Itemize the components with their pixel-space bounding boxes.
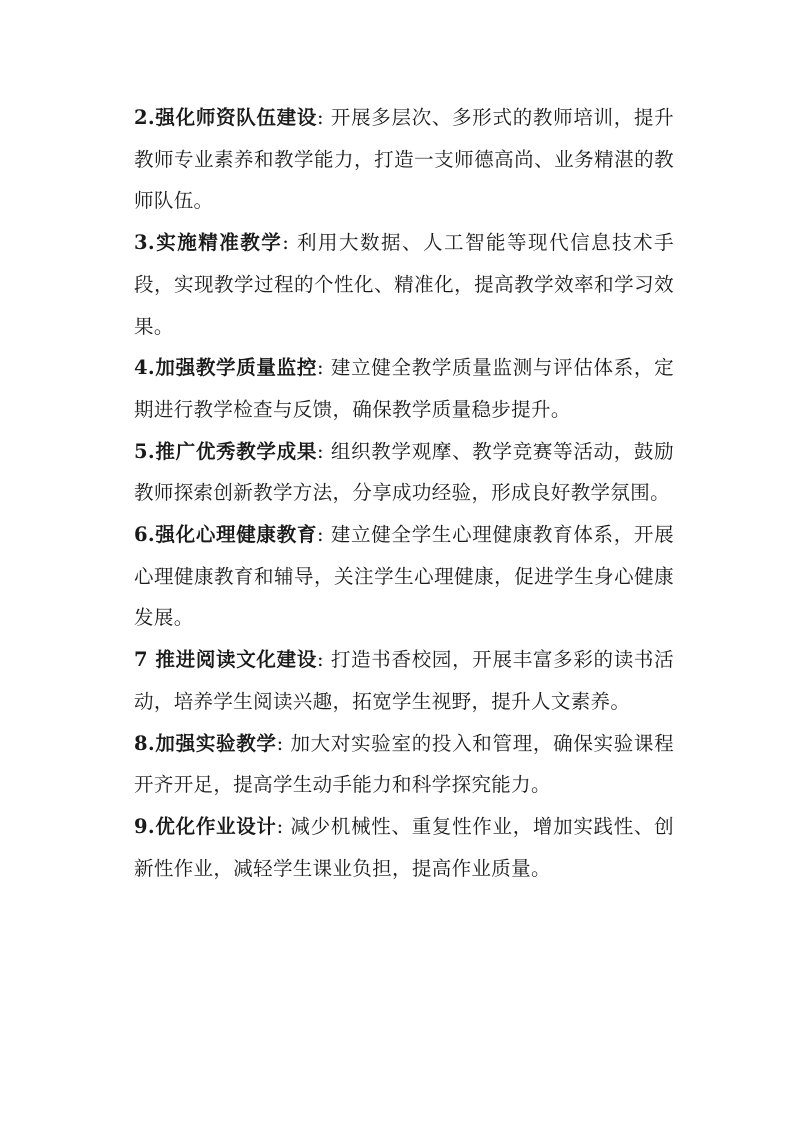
item-heading: 7 推进阅读文化建设 (134, 648, 318, 672)
item-body: 打造书香校园，开展丰富多彩的读书活动，培养学生阅读兴趣，拓宽学生视野，提升人文素养。 (134, 648, 674, 713)
item-body: 减少机械性、重复性作业，增加实践性、创新性作业，减轻学生课业负担，提高作业质量。 (134, 814, 674, 880)
item-separator: : (317, 523, 324, 547)
list-item-8 (134, 723, 674, 806)
item-body: 建立健全教学质量监测与评估体系，定期进行教学检查与反馈，确保教学质量稳步提升。 (134, 356, 674, 421)
list-item-3 (134, 222, 674, 347)
item-separator: : (317, 439, 324, 463)
list-item-6 (134, 514, 674, 639)
list-item-5 (134, 431, 674, 514)
list-item-4 (134, 347, 674, 430)
item-body: 利用大数据、人工智能等现代信息技术手段，实现教学过程的个性化、精准化，提高教学效率和学习效果。 (134, 231, 674, 338)
item-separator: : (317, 106, 324, 129)
item-heading: 9.优化作业设计 (134, 814, 277, 838)
list-item-2 (134, 97, 674, 222)
item-heading: 3.实施精准教学 (134, 231, 283, 255)
item-body: 加大对实验室的投入和管理，确保实验课程开齐开足，提高学生动手能力和科学探究能力。 (134, 731, 674, 797)
item-heading: 8.加强实验教学 (134, 731, 277, 755)
item-body: 开展多层次、多形式的教师培训，提升教师专业素养和教学能力，打造一支师德高尚、业务精湛的教师队伍。 (134, 106, 674, 213)
item-heading: 5.推广优秀教学成果 (134, 439, 318, 463)
list-item-9 (134, 806, 674, 889)
document-body (134, 97, 674, 889)
item-separator: : (317, 648, 324, 672)
item-separator: : (276, 731, 284, 755)
item-heading: 2.强化师资队伍建设 (134, 106, 318, 129)
item-separator: : (317, 356, 324, 380)
list-item-7 (134, 639, 674, 722)
item-heading: 6.强化心理健康教育 (134, 523, 318, 547)
item-separator: : (282, 231, 290, 255)
item-body: 建立健全学生心理健康教育体系，开展心理健康教育和辅导，关注学生心理健康，促进学生身心健康发展。 (134, 523, 674, 630)
item-body: 组织教学观摩、教学竞赛等活动，鼓励教师探索创新教学方法，分享成功经验，形成良好教学氛围。 (134, 439, 674, 505)
item-heading: 4.加强教学质量监控 (134, 356, 318, 380)
item-separator: : (276, 814, 284, 838)
